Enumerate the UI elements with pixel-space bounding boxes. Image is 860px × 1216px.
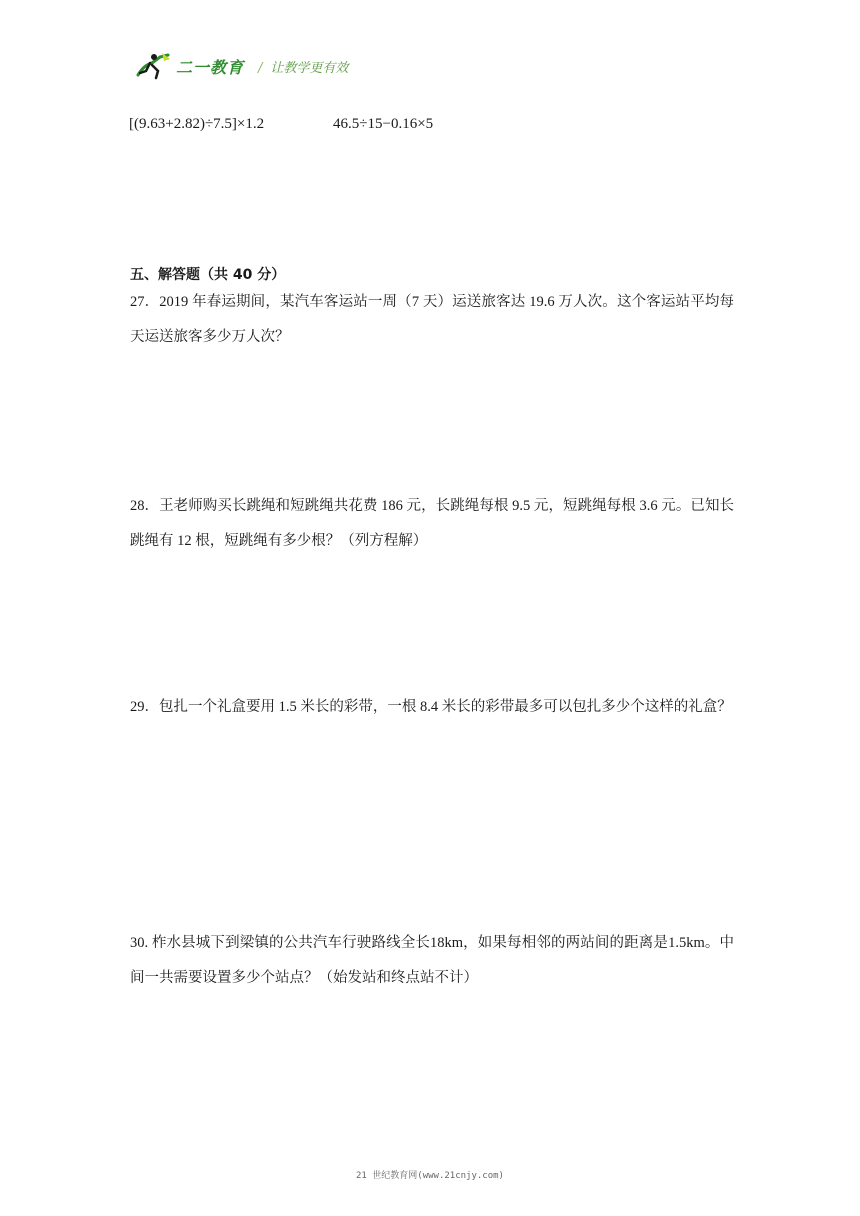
problem-29: 29．包扎一个礼盒要用 1.5 米长的彩带，一根 8.4 米长的彩带最多可以包扎多少个这样的礼盒？ bbox=[130, 699, 732, 715]
slogan bbox=[258, 57, 348, 76]
problem-28: 28．王老师购买长跳绳和短跳绳共花费 186 元，长跳绳每根 9.5 元，短跳绳每根 3.6 元。已知长跳绳有 12 根，短跳绳有多少根？（列方程解） bbox=[130, 498, 734, 549]
section-title: 五、解答题（共 40 分） bbox=[130, 267, 286, 283]
slogan-separator: / bbox=[258, 60, 263, 76]
logo-text: 二一教育 bbox=[176, 57, 245, 77]
page-header bbox=[134, 50, 348, 82]
logo bbox=[134, 51, 244, 81]
expression-1: [(9.63+2.82)÷7.5]×1.2 bbox=[129, 116, 265, 132]
expression-2: 46.5÷15−0.16×5 bbox=[333, 116, 434, 132]
problem-27: 27．2019 年春运期间，某汽车客运站一周（7 天）运送旅客达 19.6 万人次。这个客运站平均每天运送旅客多少万人次？ bbox=[130, 294, 734, 345]
slogan-text: 让教学更有效 bbox=[270, 60, 349, 76]
page-footer: 21 世纪教育网(www.21cnjy.com) bbox=[356, 1171, 504, 1181]
problem-30: 30. 柞水县城下到梁镇的公共汽车行驶路线全长18km，如果每相邻的两站间的距离是1.5km。中间一共需要设置多少个站点？（始发站和终点站不计） bbox=[130, 935, 734, 986]
runner-logo-icon bbox=[134, 51, 174, 81]
